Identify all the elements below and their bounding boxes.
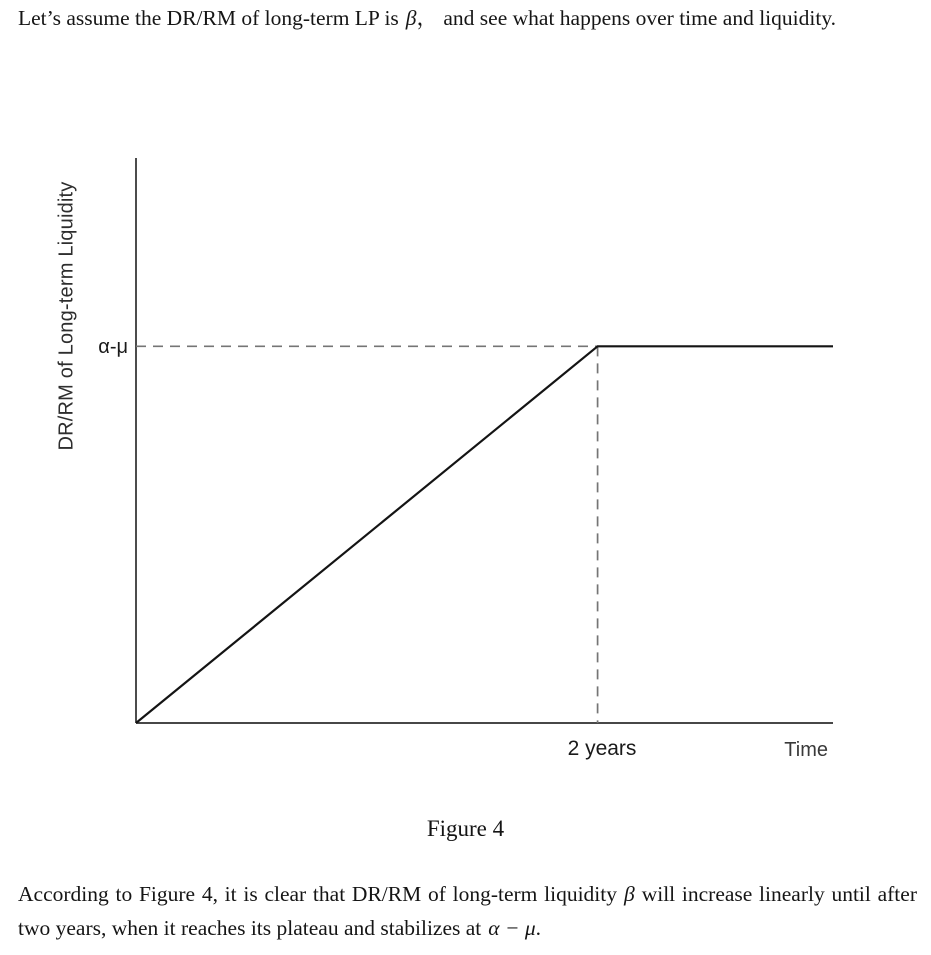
conclusion-text-before: According to Figure 4, it is clear that DR/RM of long-term liquidity: [18, 882, 617, 906]
intro-text-before: Let’s assume the DR/RM of long-term LP is: [18, 6, 399, 30]
figure-caption: Figure 4: [426, 816, 505, 841]
beta-symbol-2: β: [623, 882, 635, 906]
x-tick-label-2-years: 2 years: [567, 737, 637, 760]
y-axis-label: DR/RM of Long-term Liquidity: [55, 181, 78, 451]
conclusion-paragraph: [18, 877, 917, 945]
liquidity-data-line: [136, 346, 833, 723]
y-tick-label-alpha-mu: α-μ: [98, 336, 128, 358]
conclusion-text-after: .: [535, 916, 541, 940]
intro-text-after: ， and see what happens over time and liquidity.: [416, 6, 837, 30]
beta-symbol: β: [405, 6, 417, 30]
conclusion-text-middle: will increase linearly until after two years, when it reaches its plateau and stabilizes at: [18, 882, 917, 940]
alpha-minus-mu-expression: α − μ: [488, 916, 536, 940]
x-axis-label: Time: [784, 739, 828, 761]
